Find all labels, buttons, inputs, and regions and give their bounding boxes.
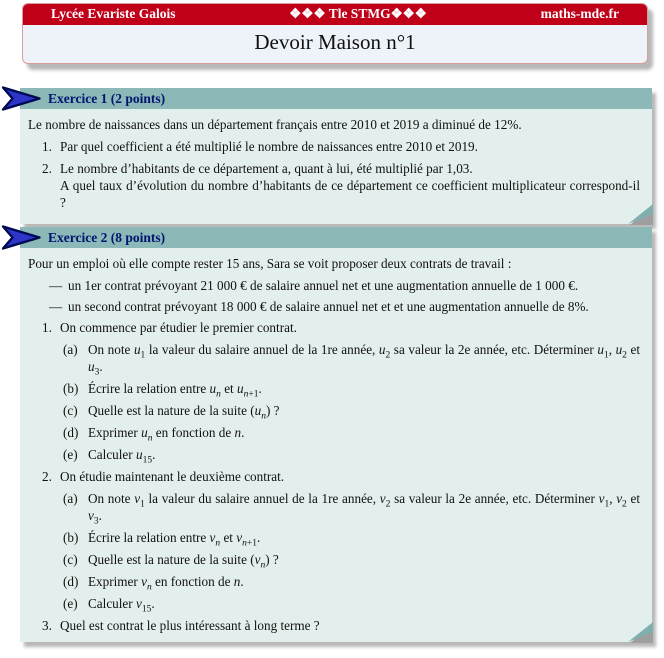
exercise-1-body [20, 109, 652, 224]
item-letter: (c) [63, 403, 78, 418]
item-text: On commence par étudier le premier contrat. [60, 320, 297, 335]
page-fold-icon [625, 204, 653, 225]
list-item [49, 277, 640, 294]
exercise-1-title: Exercice 1 (2 points) [48, 91, 166, 106]
exercise-1-intro: Le nombre de naissances dans un département français entre 2010 et 2019 a diminué de 12%. [28, 117, 522, 132]
item-text: Écrire la relation entre $v_n$ et $v_{n+1}$. [88, 530, 261, 549]
list-item [63, 380, 640, 400]
item-letter: (d) [63, 574, 79, 589]
item-text: Calculer $v_{15}$. [88, 596, 155, 615]
list-item [63, 551, 640, 571]
exercise-2-title: Exercice 2 (8 points) [48, 230, 166, 245]
item-text: Quel est contrat le plus intéressant à long terme ? [60, 618, 320, 633]
item-number: 3. [42, 618, 52, 633]
bullet-dash: — [49, 299, 63, 314]
item-text: On note $v_1$ la valeur du salaire annuel de la 1re année, $v_2$ sa valeur la 2e année, etc. Déterminer $v_1$, $v_2$ et $v_3$. [88, 491, 641, 527]
item-number: 1. [42, 320, 52, 335]
item-number: 1. [42, 139, 52, 154]
list-item [63, 446, 640, 466]
item-text: Calculer $u_{15}$. [88, 447, 156, 466]
list-item [42, 138, 640, 155]
bullet-dash: — [49, 278, 63, 293]
exercise-2-intro: Pour un emploi où elle compte rester 15 ans, Sara se voit proposer deux contrats de travail : [28, 256, 512, 271]
list-item [42, 468, 640, 485]
item-letter: (c) [63, 552, 78, 567]
bullet-text: un 1er contrat prévoyant 21 000 € de salaire annuel net et une augmentation annuelle de 1 000 €. [68, 278, 579, 293]
item-letter: (e) [63, 447, 78, 462]
class-label: ❖❖❖ Tle STMG❖❖❖ [289, 6, 427, 21]
school-name: Lycée Evariste Galois [51, 6, 176, 21]
item-text: Exprimer $u_n$ en fonction de n. [88, 425, 245, 444]
exercise-1-card [20, 88, 652, 224]
item-letter: (b) [63, 530, 79, 545]
item-text: Par quel coefficient a été multiplié le nombre de naissances entre 2010 et 2019. [60, 139, 478, 154]
exercise-2-header [20, 227, 652, 248]
list-item [63, 402, 640, 422]
exercise-2-body [20, 248, 652, 642]
arrow-icon [1, 85, 42, 112]
item-text [60, 160, 640, 211]
site-name: maths-mde.fr [540, 6, 619, 21]
list-item [42, 319, 640, 336]
list-item [49, 298, 640, 315]
item-text: On note $u_1$ la valeur du salaire annuel de la 1re année, $u_2$ sa valeur la 2e année, etc. Déterminer $u_1$, $u_2$ et $u_3$. [88, 342, 640, 378]
item-letter: (a) [63, 491, 78, 506]
arrow-icon [1, 224, 42, 251]
list-item [63, 595, 640, 615]
item-line: Le nombre d’habitants de ce département a, quant à lui, été multiplié par 1,03. [60, 161, 473, 176]
exercise-2-card [20, 227, 652, 642]
item-number: 2. [42, 469, 52, 484]
item-text: Quelle est la nature de la suite $(v_n)$ ? [88, 552, 279, 571]
item-number: 2. [42, 161, 52, 176]
exercise-1-header [20, 88, 652, 109]
list-item [42, 160, 640, 211]
page-fold-icon [625, 622, 653, 643]
header-bar [23, 4, 647, 25]
list-item [42, 617, 640, 634]
item-letter: (e) [63, 596, 78, 611]
item-letter: (a) [63, 342, 78, 357]
item-letter: (d) [63, 425, 79, 440]
item-text: Quelle est la nature de la suite $(u_n)$ ? [88, 403, 280, 422]
list-item [63, 424, 640, 444]
item-letter: (b) [63, 381, 79, 396]
item-text: On étudie maintenant le deuxième contrat. [60, 469, 285, 484]
bullet-text: un second contrat prévoyant 18 000 € de salaire annuel net et et une augmentation annuelle de 8%. [68, 299, 589, 314]
page-title: Devoir Maison n°1 [254, 30, 416, 54]
list-item [63, 529, 640, 549]
item-text: Exprimer $v_n$ en fonction de n. [88, 574, 244, 593]
list-item [63, 341, 640, 378]
list-item [63, 490, 641, 527]
item-line: A quel taux d’évolution du nombre d’habitants de ce département ce coefficient multiplicateur correspond-il ? [60, 178, 640, 210]
list-item [63, 573, 640, 593]
item-text: Écrire la relation entre $u_n$ et $u_{n+1}$. [88, 381, 262, 400]
header-card [22, 3, 648, 64]
